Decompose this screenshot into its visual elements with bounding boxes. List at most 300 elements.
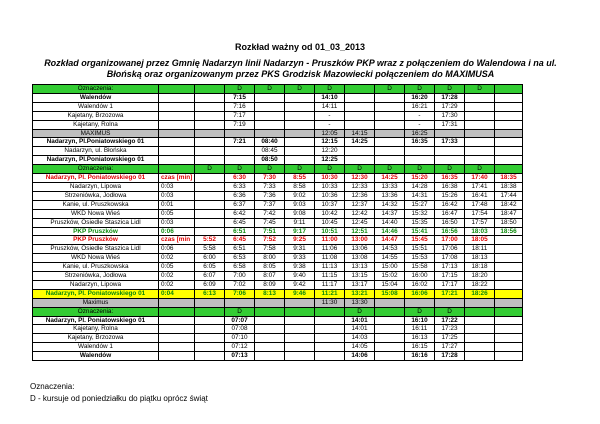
time-cell (255, 111, 285, 120)
time-cell (195, 129, 225, 138)
table-row (33, 254, 523, 263)
time-cell (195, 102, 225, 111)
time-cell (375, 138, 405, 147)
time-cell (465, 334, 495, 343)
time-cell: 6:53 (225, 254, 255, 263)
time-cell (159, 298, 195, 307)
time-cell: 6:45 (225, 236, 255, 245)
stop-name-cell: Nadarzyn, Pl.Poniatowskiego 01 (33, 156, 159, 165)
time-cell: D (195, 165, 225, 174)
time-cell (195, 227, 225, 236)
time-cell (345, 120, 375, 129)
time-cell: D (405, 165, 435, 174)
time-cell (255, 102, 285, 111)
time-cell (195, 209, 225, 218)
time-cell (405, 298, 435, 307)
time-cell (495, 272, 523, 281)
time-cell (495, 93, 523, 102)
time-cell (495, 325, 523, 334)
time-cell: 0:05 (159, 209, 195, 218)
time-cell (255, 316, 285, 325)
table-row (33, 227, 523, 236)
time-cell: 16:47 (435, 209, 465, 218)
time-cell: 16:20 (405, 93, 435, 102)
page-subtitle: Rozkład organizowanej przez Gmnię Nadarzyn linii Nadarzyn - Pruszków PKP wraz z połączeniem do Walendowa i na ul. Błońską oraz organizowanym przez PKS Grodzisk Mazowiecki połączeniem do MAXIMUSA (44, 58, 557, 79)
time-cell (495, 156, 523, 165)
table-row (33, 111, 523, 120)
time-cell: 18:50 (495, 218, 523, 227)
time-cell: 12:30 (345, 174, 375, 183)
time-cell: 12:45 (345, 218, 375, 227)
table-row (33, 272, 523, 281)
stop-name-cell: Walendów 1 (33, 343, 159, 352)
table-row (33, 298, 523, 307)
time-cell (495, 147, 523, 156)
time-cell (315, 307, 345, 316)
time-cell: 12:36 (345, 191, 375, 200)
time-cell: 07:13 (225, 352, 255, 361)
time-cell (195, 352, 225, 361)
time-cell (495, 254, 523, 263)
time-cell: 17:57 (465, 218, 495, 227)
time-cell (345, 147, 375, 156)
table-row (33, 138, 523, 147)
time-cell: 7:42 (255, 209, 285, 218)
time-cell: 9:02 (285, 191, 315, 200)
time-cell (255, 93, 285, 102)
time-cell (255, 352, 285, 361)
time-cell: 18:22 (465, 280, 495, 289)
time-cell (375, 147, 405, 156)
time-cell: 14:25 (375, 174, 405, 183)
time-cell: 9:17 (285, 227, 315, 236)
time-cell: 7:37 (255, 200, 285, 209)
time-cell: - (315, 111, 345, 120)
time-cell: 18:18 (465, 263, 495, 272)
time-cell (495, 307, 523, 316)
time-cell (195, 111, 225, 120)
table-row (33, 200, 523, 209)
time-cell (195, 156, 225, 165)
time-cell: 15:20 (405, 174, 435, 183)
time-cell: 14:03 (345, 334, 375, 343)
table-row (33, 280, 523, 289)
time-cell: 7:30 (255, 174, 285, 183)
time-cell: 0:05 (159, 263, 195, 272)
time-cell (375, 334, 405, 343)
stop-name-cell: Nadarzyn, Pl. Poniatowskiego 01 (33, 174, 159, 183)
time-cell: 7:52 (255, 236, 285, 245)
time-cell (375, 343, 405, 352)
time-cell (195, 120, 225, 129)
time-cell: 17:00 (435, 236, 465, 245)
time-cell (159, 165, 195, 174)
time-cell (495, 138, 523, 147)
time-cell: 6:30 (225, 174, 255, 183)
time-cell (465, 129, 495, 138)
table-row (33, 245, 523, 254)
time-cell: 9:42 (285, 280, 315, 289)
time-cell (465, 343, 495, 352)
time-cell (375, 298, 405, 307)
time-cell: 17:13 (435, 263, 465, 272)
time-cell (315, 316, 345, 325)
time-cell: D (465, 85, 495, 94)
time-cell (159, 120, 195, 129)
time-cell: 7:36 (255, 191, 285, 200)
stop-name-cell: Pruszków, Osiedle Staszica Lidl (33, 245, 159, 254)
time-cell: 14:47 (375, 236, 405, 245)
time-cell: 18:35 (495, 174, 523, 183)
time-cell: 6:33 (225, 182, 255, 191)
time-cell: 6:45 (225, 218, 255, 227)
time-cell (495, 334, 523, 343)
table-row (33, 174, 523, 183)
time-cell: 6:05 (195, 263, 225, 272)
time-cell: 0:03 (159, 191, 195, 200)
time-cell (159, 307, 195, 316)
table-row (33, 334, 523, 343)
time-cell: 17:54 (465, 209, 495, 218)
time-cell (345, 102, 375, 111)
time-cell: 16:13 (405, 334, 435, 343)
time-cell: 17:29 (435, 102, 465, 111)
time-cell: 15:00 (375, 263, 405, 272)
time-cell: 14:55 (375, 254, 405, 263)
time-cell: 11:17 (315, 280, 345, 289)
time-cell: 13:08 (345, 254, 375, 263)
time-cell: 15:35 (405, 218, 435, 227)
time-cell: D (255, 165, 285, 174)
time-cell: 7:58 (255, 245, 285, 254)
time-cell (255, 120, 285, 129)
time-cell: 8:07 (255, 272, 285, 281)
time-cell (285, 343, 315, 352)
time-cell: 6:37 (225, 200, 255, 209)
time-cell: 15:45 (405, 236, 435, 245)
time-cell (495, 165, 523, 174)
time-cell (255, 129, 285, 138)
table-row (33, 289, 523, 298)
time-cell (495, 280, 523, 289)
stop-name-cell: Kajetany, Rolna (33, 120, 159, 129)
time-cell: D (405, 85, 435, 94)
table-row (33, 236, 523, 245)
time-cell: 15:08 (375, 289, 405, 298)
time-cell (375, 352, 405, 361)
time-cell (345, 85, 375, 94)
table-row (33, 85, 523, 94)
stop-name-cell: Pruszków, Osiedle Staszica Lidl (33, 218, 159, 227)
time-cell: 17:08 (435, 254, 465, 263)
time-cell (195, 191, 225, 200)
time-cell: 16:35 (405, 138, 435, 147)
time-cell: D (345, 307, 375, 316)
table-row (33, 129, 523, 138)
time-cell: D (405, 307, 435, 316)
time-cell (285, 138, 315, 147)
stop-name-cell: Nadarzyn, Lipowa (33, 280, 159, 289)
time-cell: 10:36 (315, 191, 345, 200)
time-cell: 10:30 (315, 174, 345, 183)
time-cell: 08:45 (255, 147, 285, 156)
time-cell: 12:51 (345, 227, 375, 236)
time-cell: 16:16 (405, 352, 435, 361)
time-cell (285, 93, 315, 102)
time-cell (159, 102, 195, 111)
time-cell: 7:33 (255, 182, 285, 191)
time-cell: 13:15 (345, 272, 375, 281)
time-cell: 12:05 (315, 129, 345, 138)
stop-name-cell: Nadarzyn, ul. Błońska (33, 147, 159, 156)
time-cell: 0:01 (159, 200, 195, 209)
time-cell (435, 129, 465, 138)
time-cell: 16:35 (435, 174, 465, 183)
time-cell (465, 325, 495, 334)
stop-name-cell: Nadarzyn, Pl.Poniatowskiego 01 (33, 138, 159, 147)
time-cell: 6:07 (195, 272, 225, 281)
timetable (32, 84, 523, 361)
time-cell (495, 85, 523, 94)
time-cell: 10:37 (315, 200, 345, 209)
time-cell: 7:51 (255, 227, 285, 236)
table-row (33, 325, 523, 334)
time-cell (285, 102, 315, 111)
table-row (33, 102, 523, 111)
time-cell: 14:01 (345, 316, 375, 325)
time-cell (405, 147, 435, 156)
table-row (33, 93, 523, 102)
time-cell: 6:51 (225, 245, 255, 254)
table-row (33, 120, 523, 129)
time-cell: 18:20 (465, 272, 495, 281)
time-cell (159, 129, 195, 138)
table-row (33, 191, 523, 200)
time-cell: 9:33 (285, 254, 315, 263)
stop-name-cell: PKP Pruszków (33, 227, 159, 236)
time-cell: D (225, 307, 255, 316)
time-cell: 17:41 (465, 182, 495, 191)
time-cell (195, 138, 225, 147)
time-cell: 14:25 (345, 138, 375, 147)
time-cell: 12:33 (345, 182, 375, 191)
time-cell: 7:15 (225, 93, 255, 102)
time-cell (465, 316, 495, 325)
time-cell: 12:15 (315, 138, 345, 147)
time-cell: 15:41 (405, 227, 435, 236)
time-cell: 6:51 (225, 227, 255, 236)
time-cell (159, 147, 195, 156)
time-cell: 11:30 (315, 298, 345, 307)
time-cell (345, 93, 375, 102)
time-cell: 15:58 (405, 263, 435, 272)
time-cell (375, 120, 405, 129)
time-cell: D (375, 85, 405, 94)
time-cell (225, 129, 255, 138)
time-cell: 13:21 (345, 289, 375, 298)
time-cell: 13:17 (345, 280, 375, 289)
time-cell: 0:06 (159, 245, 195, 254)
time-cell: 16:56 (435, 227, 465, 236)
stop-name-cell: Walendów 1 (33, 102, 159, 111)
time-cell: D (255, 85, 285, 94)
time-cell: 15:51 (405, 245, 435, 254)
time-cell: D (345, 165, 375, 174)
time-cell (495, 343, 523, 352)
time-cell: 7:17 (225, 111, 255, 120)
time-cell (375, 129, 405, 138)
time-cell: 8:05 (255, 263, 285, 272)
time-cell: 5:58 (195, 245, 225, 254)
time-cell: 9:46 (285, 289, 315, 298)
table-row (33, 316, 523, 325)
table-row (33, 182, 523, 191)
time-cell: 14:31 (405, 191, 435, 200)
time-cell: 16:02 (405, 280, 435, 289)
time-cell (315, 334, 345, 343)
time-cell: 07:12 (225, 343, 255, 352)
stop-name-cell: Nadarzyn, Pl. Poniatowskiego 01 (33, 289, 159, 298)
time-cell: czas [min (159, 236, 195, 245)
time-cell: 08:40 (255, 138, 285, 147)
time-cell (495, 129, 523, 138)
time-cell (255, 298, 285, 307)
time-cell: 9:38 (285, 263, 315, 272)
time-cell (465, 298, 495, 307)
time-cell: 07:08 (225, 325, 255, 334)
time-cell (375, 93, 405, 102)
time-cell: 7:45 (255, 218, 285, 227)
time-cell: 15:27 (405, 200, 435, 209)
time-cell (465, 120, 495, 129)
time-cell (345, 156, 375, 165)
time-cell: 6:42 (225, 209, 255, 218)
time-cell: 14:06 (345, 352, 375, 361)
time-cell: 07:07 (225, 316, 255, 325)
time-cell: 7:00 (225, 272, 255, 281)
time-cell: 18:26 (465, 289, 495, 298)
time-cell: 11:06 (315, 245, 345, 254)
time-cell (465, 93, 495, 102)
time-cell: 14:40 (375, 218, 405, 227)
time-cell (435, 298, 465, 307)
time-cell (159, 93, 195, 102)
time-cell: 18:13 (465, 254, 495, 263)
time-cell: 6:36 (225, 191, 255, 200)
time-cell: 9:31 (285, 245, 315, 254)
time-cell (495, 263, 523, 272)
stop-name-cell: Strzeniówka, Jodłowa (33, 272, 159, 281)
time-cell: 0:04 (159, 289, 195, 298)
time-cell (195, 218, 225, 227)
time-cell (285, 334, 315, 343)
notes (30, 381, 208, 405)
time-cell: 13:36 (375, 191, 405, 200)
time-cell: 18:47 (495, 209, 523, 218)
time-cell: czas [min] (159, 174, 195, 183)
time-cell (285, 307, 315, 316)
time-cell: 11:15 (315, 272, 345, 281)
time-cell: 11:13 (315, 263, 345, 272)
time-cell (159, 85, 195, 94)
time-cell: 18:56 (495, 227, 523, 236)
time-cell: 18:03 (465, 227, 495, 236)
time-cell: 7:06 (225, 289, 255, 298)
time-cell: - (405, 111, 435, 120)
time-cell: 9:03 (285, 200, 315, 209)
time-cell: 16:25 (405, 129, 435, 138)
time-cell: 13:06 (345, 245, 375, 254)
time-cell (195, 307, 225, 316)
time-cell: 13:13 (345, 263, 375, 272)
time-cell: 17:40 (465, 174, 495, 183)
time-cell (225, 298, 255, 307)
time-cell: D (465, 165, 495, 174)
table-row (33, 343, 523, 352)
time-cell (405, 156, 435, 165)
time-cell: 7:16 (225, 102, 255, 111)
time-cell (159, 334, 195, 343)
stop-name-cell: WKD Nowa Wieś (33, 209, 159, 218)
time-cell (495, 111, 523, 120)
time-cell (375, 156, 405, 165)
time-cell (195, 182, 225, 191)
time-cell (465, 307, 495, 316)
time-cell (195, 147, 225, 156)
time-cell: 12:42 (345, 209, 375, 218)
time-cell: 18:42 (495, 200, 523, 209)
time-cell: 0:03 (159, 218, 195, 227)
time-cell (195, 93, 225, 102)
time-cell: 17:23 (435, 325, 465, 334)
time-cell: 17:27 (435, 343, 465, 352)
time-cell: 14:32 (375, 200, 405, 209)
time-cell: D (225, 165, 255, 174)
time-cell: 11:08 (315, 254, 345, 263)
stop-name-cell: Oznaczenia: (33, 85, 159, 94)
time-cell: 8:13 (255, 289, 285, 298)
time-cell: D (375, 165, 405, 174)
table-row (33, 263, 523, 272)
time-cell (375, 325, 405, 334)
time-cell: 9:08 (285, 209, 315, 218)
time-cell: 08:50 (255, 156, 285, 165)
time-cell: 16:41 (465, 191, 495, 200)
stop-name-cell: Oznaczenia: (33, 307, 159, 316)
time-cell (375, 102, 405, 111)
time-cell (255, 343, 285, 352)
time-cell: 07:10 (225, 334, 255, 343)
time-cell: 17:15 (435, 272, 465, 281)
time-cell (465, 111, 495, 120)
stop-name-cell: Maximus (33, 298, 159, 307)
stop-name-cell: PKP Pruszków (33, 236, 159, 245)
time-cell: 0:06 (159, 227, 195, 236)
time-cell (159, 138, 195, 147)
time-cell: 7:19 (225, 120, 255, 129)
time-cell: 6:13 (195, 289, 225, 298)
time-cell: 11:21 (315, 289, 345, 298)
time-cell: D (285, 85, 315, 94)
time-cell: 16:15 (405, 343, 435, 352)
table-row (33, 147, 523, 156)
time-cell: 17:28 (435, 352, 465, 361)
time-cell (159, 111, 195, 120)
time-cell: 17:33 (435, 138, 465, 147)
time-cell: 10:51 (315, 227, 345, 236)
table-row (33, 352, 523, 361)
table-row (33, 156, 523, 165)
